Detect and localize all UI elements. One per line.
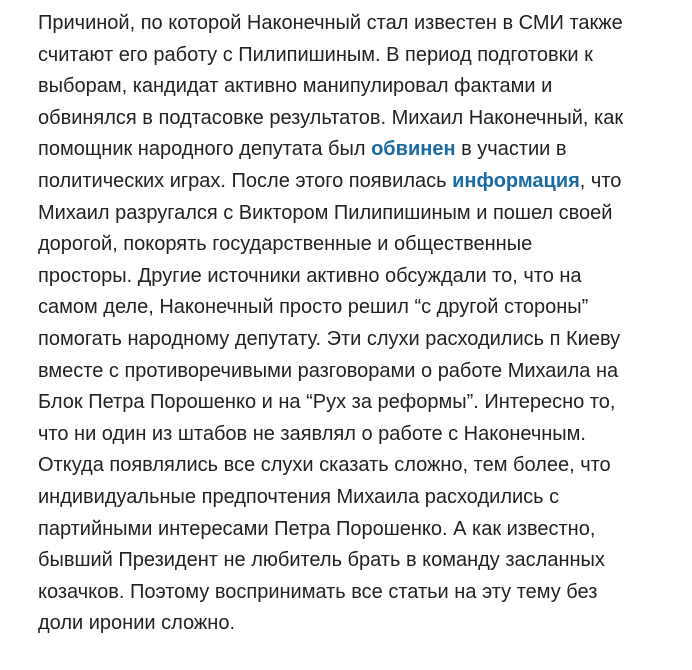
text-line: бывший Президент не любитель брать в команду засланных xyxy=(38,549,605,572)
text-line: индивидуальные предпочтения Михаила расходились с xyxy=(38,485,560,508)
text-line: выборам, кандидат активно манипулировал фактами и xyxy=(38,75,553,98)
text-line: партийными интересами Петра Порошенко. А как известно, xyxy=(38,517,596,540)
text-line: Блок Петра Порошенко и на “Рух за реформы”. Интересно то, xyxy=(38,391,616,414)
text-fragment: политических играх. После этого появилась xyxy=(38,169,453,192)
link-accused[interactable]: обвинен xyxy=(371,138,456,161)
text-fragment: в участии в xyxy=(455,138,567,161)
text-line: доли иронии сложно. xyxy=(38,612,236,635)
text-line: помогать народному депутату. Эти слухи расходились п Киеву xyxy=(38,327,621,350)
text-line xyxy=(38,166,684,198)
text-line: обвинялся в подтасовке результатов. Михаил Наконечный, как xyxy=(38,106,624,129)
text-fragment: , что xyxy=(579,169,622,192)
text-line: вместе с противоречивыми разговорами о работе Михаила на xyxy=(38,359,619,382)
text-line: дорогой, покорять государственные и общественные xyxy=(38,233,533,256)
text-line: просторы. Другие источники активно обсуждали то, что на xyxy=(38,264,582,287)
text-line: самом деле, Наконечный просто решил “с другой стороны” xyxy=(38,296,589,319)
text-line xyxy=(38,134,684,166)
text-line: что ни один из штабов не заявлял о работе с Наконечным. xyxy=(38,422,586,445)
text-line: Откуда появлялись все слухи сказать сложно, тем более, что xyxy=(38,454,611,477)
link-information[interactable]: информация xyxy=(452,169,580,192)
text-line: Михаил разругался с Виктором Пилипишиным и пошел своей xyxy=(38,201,613,224)
text-line: козачков. Поэтому воспринимать все статьи на эту тему без xyxy=(38,580,598,603)
article-paragraph xyxy=(38,8,684,640)
text-fragment: помощник народного депутата был xyxy=(38,138,372,161)
text-line: Причиной, по которой Наконечный стал известен в СМИ также xyxy=(38,12,623,34)
text-line: считают его работу с Пилипишиным. В период подготовки к xyxy=(38,43,593,66)
